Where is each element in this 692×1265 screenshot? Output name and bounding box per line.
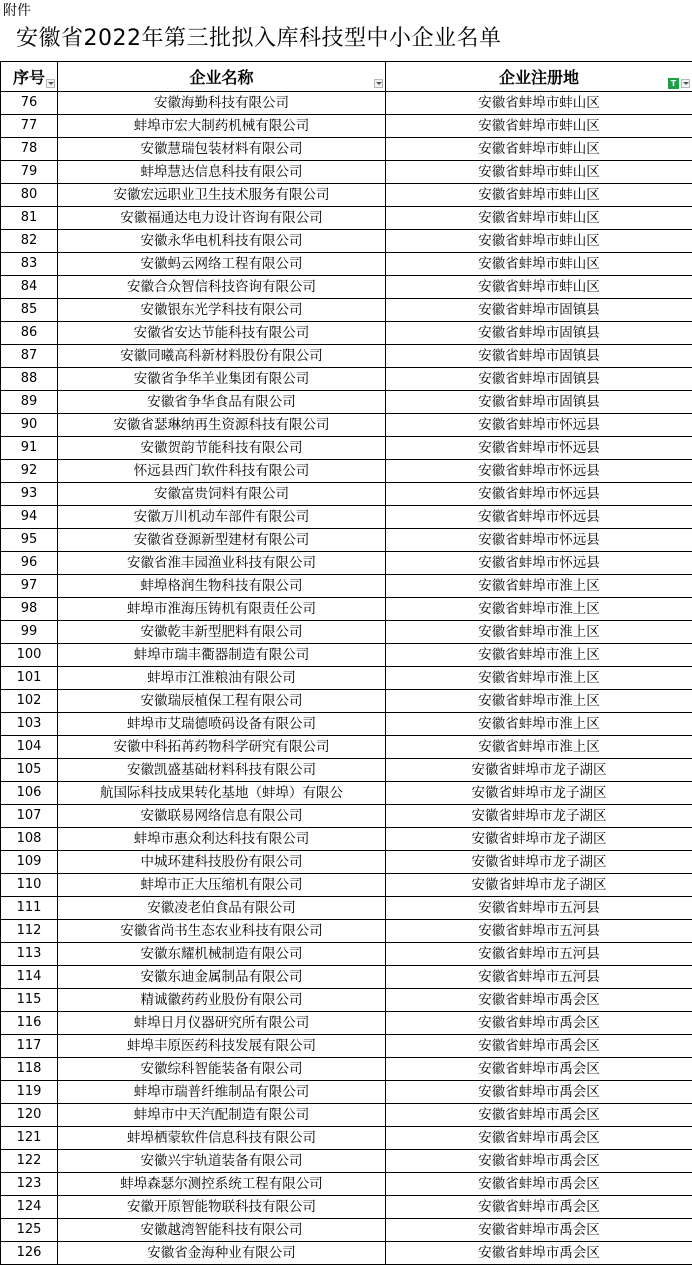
table-row [1, 1035, 692, 1058]
document-title: 安徽省2022年第三批拟入库科技型中小企业名单 [16, 26, 502, 51]
table-row [1, 989, 692, 1012]
table-row [1, 575, 692, 598]
company-name-cell[interactable]: 安徽贺韵节能科技有限公司 [58, 437, 386, 460]
table-row [1, 828, 692, 851]
location-cell[interactable]: 安徽省蚌埠市淮上区 [386, 621, 692, 644]
location-cell[interactable]: 安徽省蚌埠市禹会区 [386, 1242, 692, 1265]
filter-dropdown-icon[interactable] [681, 79, 690, 88]
location-cell[interactable]: 安徽省蚌埠市蚌山区 [386, 161, 692, 184]
location-cell[interactable]: 安徽省蚌埠市固镇县 [386, 345, 692, 368]
table-row [1, 460, 692, 483]
table-body [1, 92, 692, 1265]
location-cell[interactable]: 安徽省蚌埠市怀远县 [386, 506, 692, 529]
location-cell[interactable]: 安徽省蚌埠市蚌山区 [386, 92, 692, 115]
header-location[interactable] [386, 62, 692, 92]
company-name-cell[interactable]: 安徽凌老伯食品有限公司 [58, 897, 386, 920]
company-name-cell[interactable]: 蚌埠市正大压缩机有限公司 [58, 874, 386, 897]
seq-cell[interactable]: 125 [1, 1219, 58, 1242]
location-cell[interactable]: 安徽省蚌埠市怀远县 [386, 529, 692, 552]
table-row [1, 920, 692, 943]
header-row [1, 62, 692, 92]
table-row [1, 276, 692, 299]
location-cell[interactable]: 安徽省蚌埠市龙子湖区 [386, 828, 692, 851]
location-cell[interactable]: 安徽省蚌埠市怀远县 [386, 460, 692, 483]
seq-cell[interactable]: 87 [1, 345, 58, 368]
seq-cell[interactable]: 96 [1, 552, 58, 575]
header-location-label: 企业注册地 [498, 68, 579, 87]
location-cell[interactable]: 安徽省蚌埠市淮上区 [386, 575, 692, 598]
location-cell[interactable]: 安徽省蚌埠市蚌山区 [386, 230, 692, 253]
company-name-cell[interactable]: 安徽省争华食品有限公司 [58, 391, 386, 414]
table-row [1, 644, 692, 667]
table-row [1, 598, 692, 621]
location-cell[interactable]: 安徽省蚌埠市固镇县 [386, 368, 692, 391]
company-name-cell[interactable]: 蚌埠栖蒙软件信息科技有限公司 [58, 1127, 386, 1150]
company-name-cell[interactable]: 安徽万川机动车部件有限公司 [58, 506, 386, 529]
table-row [1, 1173, 692, 1196]
company-name-cell[interactable]: 精诚徽药药业股份有限公司 [58, 989, 386, 1012]
seq-cell[interactable]: 80 [1, 184, 58, 207]
location-cell[interactable]: 安徽省蚌埠市固镇县 [386, 322, 692, 345]
seq-cell[interactable]: 116 [1, 1012, 58, 1035]
seq-cell[interactable]: 86 [1, 322, 58, 345]
company-name-cell[interactable]: 蚌埠格润生物科技有限公司 [58, 575, 386, 598]
location-cell[interactable]: 安徽省蚌埠市禹会区 [386, 1150, 692, 1173]
seq-cell[interactable]: 117 [1, 1035, 58, 1058]
table-row [1, 368, 692, 391]
seq-cell[interactable]: 77 [1, 115, 58, 138]
seq-cell[interactable]: 90 [1, 414, 58, 437]
seq-cell[interactable]: 95 [1, 529, 58, 552]
location-cell[interactable]: 安徽省蚌埠市禹会区 [386, 1081, 692, 1104]
seq-cell[interactable]: 85 [1, 299, 58, 322]
seq-cell[interactable]: 104 [1, 736, 58, 759]
location-cell[interactable]: 安徽省蚌埠市固镇县 [386, 299, 692, 322]
table-row [1, 207, 692, 230]
location-cell[interactable]: 安徽省蚌埠市禹会区 [386, 989, 692, 1012]
location-cell[interactable]: 安徽省蚌埠市蚌山区 [386, 253, 692, 276]
text-filter-badge-icon[interactable]: T [668, 78, 679, 89]
seq-cell[interactable]: 76 [1, 92, 58, 115]
table-row [1, 414, 692, 437]
table-row [1, 506, 692, 529]
seq-cell[interactable]: 78 [1, 138, 58, 161]
seq-cell[interactable]: 118 [1, 1058, 58, 1081]
company-name-cell[interactable]: 蚌埠市淮海压铸机有限责任公司 [58, 598, 386, 621]
header-name[interactable] [58, 62, 386, 92]
location-cell[interactable]: 安徽省蚌埠市五河县 [386, 897, 692, 920]
table-row [1, 943, 692, 966]
location-cell[interactable]: 安徽省蚌埠市怀远县 [386, 414, 692, 437]
seq-cell[interactable]: 103 [1, 713, 58, 736]
table-row [1, 529, 692, 552]
table-row [1, 782, 692, 805]
company-name-cell[interactable]: 安徽慧瑞包装材料有限公司 [58, 138, 386, 161]
seq-cell[interactable]: 97 [1, 575, 58, 598]
location-cell[interactable]: 安徽省蚌埠市怀远县 [386, 437, 692, 460]
table-row [1, 851, 692, 874]
seq-cell[interactable]: 101 [1, 667, 58, 690]
table-row [1, 874, 692, 897]
table-row [1, 184, 692, 207]
company-name-cell[interactable]: 安徽兴宇轨道装备有限公司 [58, 1150, 386, 1173]
seq-cell[interactable]: 106 [1, 782, 58, 805]
seq-cell[interactable]: 105 [1, 759, 58, 782]
location-cell[interactable]: 安徽省蚌埠市禹会区 [386, 1173, 692, 1196]
enterprise-table [0, 61, 692, 1265]
table-row [1, 437, 692, 460]
seq-cell[interactable]: 88 [1, 368, 58, 391]
table-row [1, 391, 692, 414]
table-row [1, 1104, 692, 1127]
company-name-cell[interactable]: 蚌埠市瑞丰衢器制造有限公司 [58, 644, 386, 667]
table-row [1, 805, 692, 828]
location-cell[interactable]: 安徽省蚌埠市蚌山区 [386, 115, 692, 138]
filter-dropdown-icon[interactable] [46, 79, 55, 88]
company-name-cell[interactable]: 安徽乾丰新型肥料有限公司 [58, 621, 386, 644]
company-name-cell[interactable]: 安徽东耀机械制造有限公司 [58, 943, 386, 966]
seq-cell[interactable]: 113 [1, 943, 58, 966]
company-name-cell[interactable]: 安徽凯盛基础材料科技有限公司 [58, 759, 386, 782]
location-cell[interactable]: 安徽省蚌埠市蚌山区 [386, 138, 692, 161]
company-name-cell[interactable]: 安徽省瑟琳纳再生资源科技有限公司 [58, 414, 386, 437]
company-name-cell[interactable]: 安徽海勤科技有限公司 [58, 92, 386, 115]
seq-cell[interactable]: 83 [1, 253, 58, 276]
table-row [1, 1012, 692, 1035]
table-row [1, 253, 692, 276]
location-cell[interactable]: 安徽省蚌埠市蚌山区 [386, 276, 692, 299]
location-cell[interactable]: 安徽省蚌埠市怀远县 [386, 483, 692, 506]
company-name-cell[interactable]: 安徽福通达电力设计咨询有限公司 [58, 207, 386, 230]
company-name-cell[interactable]: 安徽合众智信科技咨询有限公司 [58, 276, 386, 299]
seq-cell[interactable]: 119 [1, 1081, 58, 1104]
seq-cell[interactable]: 82 [1, 230, 58, 253]
table-row [1, 966, 692, 989]
location-cell[interactable]: 安徽省蚌埠市禹会区 [386, 1219, 692, 1242]
table-row [1, 1242, 692, 1265]
table-row [1, 345, 692, 368]
company-name-cell[interactable]: 蚌埠市艾瑞德喷码设备有限公司 [58, 713, 386, 736]
location-cell[interactable]: 安徽省蚌埠市禹会区 [386, 1058, 692, 1081]
seq-cell[interactable]: 81 [1, 207, 58, 230]
location-cell[interactable]: 安徽省蚌埠市禹会区 [386, 1104, 692, 1127]
company-name-cell[interactable]: 安徽富贵饲料有限公司 [58, 483, 386, 506]
seq-cell[interactable]: 112 [1, 920, 58, 943]
seq-cell[interactable]: 89 [1, 391, 58, 414]
seq-cell[interactable]: 114 [1, 966, 58, 989]
seq-cell[interactable]: 94 [1, 506, 58, 529]
seq-cell[interactable]: 110 [1, 874, 58, 897]
location-cell[interactable]: 安徽省蚌埠市龙子湖区 [386, 874, 692, 897]
location-cell[interactable]: 安徽省蚌埠市龙子湖区 [386, 759, 692, 782]
location-cell[interactable]: 安徽省蚌埠市蚌山区 [386, 207, 692, 230]
company-name-cell[interactable]: 安徽宏远职业卫生技术服务有限公司 [58, 184, 386, 207]
location-cell[interactable]: 安徽省蚌埠市禹会区 [386, 1196, 692, 1219]
company-name-cell[interactable]: 蚌埠慧达信息科技有限公司 [58, 161, 386, 184]
table-row [1, 138, 692, 161]
company-name-cell[interactable]: 中城环建科技股份有限公司 [58, 851, 386, 874]
header-seq-label: 序号 [12, 68, 45, 87]
company-name-cell[interactable]: 安徽综科智能装备有限公司 [58, 1058, 386, 1081]
table-row [1, 115, 692, 138]
table-row [1, 322, 692, 345]
seq-cell[interactable]: 99 [1, 621, 58, 644]
seq-cell[interactable]: 92 [1, 460, 58, 483]
table-row [1, 299, 692, 322]
seq-cell[interactable]: 109 [1, 851, 58, 874]
table-row [1, 690, 692, 713]
company-name-cell[interactable]: 蚌埠日月仪器研究所有限公司 [58, 1012, 386, 1035]
table-row [1, 1150, 692, 1173]
table-row [1, 1219, 692, 1242]
location-cell[interactable]: 安徽省蚌埠市禹会区 [386, 1035, 692, 1058]
location-cell[interactable]: 安徽省蚌埠市五河县 [386, 943, 692, 966]
company-name-cell[interactable]: 安徽省安达节能科技有限公司 [58, 322, 386, 345]
company-name-cell[interactable]: 安徽银东光学科技有限公司 [58, 299, 386, 322]
seq-cell[interactable]: 100 [1, 644, 58, 667]
table-row [1, 161, 692, 184]
table-row [1, 621, 692, 644]
company-name-cell[interactable]: 蚌埠森瑟尔测控系统工程有限公司 [58, 1173, 386, 1196]
seq-cell[interactable]: 122 [1, 1150, 58, 1173]
company-name-cell[interactable]: 安徽瑞辰植保工程有限公司 [58, 690, 386, 713]
seq-cell[interactable]: 111 [1, 897, 58, 920]
location-cell[interactable]: 安徽省蚌埠市五河县 [386, 966, 692, 989]
location-cell[interactable]: 安徽省蚌埠市淮上区 [386, 598, 692, 621]
company-name-cell[interactable]: 蚌埠市瑞普纤维制品有限公司 [58, 1081, 386, 1104]
seq-cell[interactable]: 120 [1, 1104, 58, 1127]
company-name-cell[interactable]: 蚌埠市宏大制药机械有限公司 [58, 115, 386, 138]
location-cell[interactable]: 安徽省蚌埠市淮上区 [386, 644, 692, 667]
company-name-cell[interactable]: 怀远县西门软件科技有限公司 [58, 460, 386, 483]
seq-cell[interactable]: 79 [1, 161, 58, 184]
table-row [1, 552, 692, 575]
company-name-cell[interactable]: 安徽同曦高科新材料股份有限公司 [58, 345, 386, 368]
table-row [1, 667, 692, 690]
company-name-cell[interactable]: 安徽省淮丰园渔业科技有限公司 [58, 552, 386, 575]
header-seq[interactable] [1, 62, 58, 92]
seq-cell[interactable]: 123 [1, 1173, 58, 1196]
seq-cell[interactable]: 102 [1, 690, 58, 713]
company-name-cell[interactable]: 蚌埠丰原医药科技发展有限公司 [58, 1035, 386, 1058]
filter-dropdown-icon[interactable] [374, 79, 383, 88]
seq-cell[interactable]: 91 [1, 437, 58, 460]
location-cell[interactable]: 安徽省蚌埠市固镇县 [386, 391, 692, 414]
table-row [1, 92, 692, 115]
table-row [1, 759, 692, 782]
table-row [1, 1196, 692, 1219]
header-name-label: 企业名称 [189, 68, 254, 87]
location-cell[interactable]: 安徽省蚌埠市禹会区 [386, 1127, 692, 1150]
seq-cell[interactable]: 107 [1, 805, 58, 828]
company-name-cell[interactable]: 蚌埠市中天汽配制造有限公司 [58, 1104, 386, 1127]
annex-label: 附件 [3, 3, 31, 19]
location-cell[interactable]: 安徽省蚌埠市龙子湖区 [386, 805, 692, 828]
company-name-cell[interactable]: 蚌埠市江淮粮油有限公司 [58, 667, 386, 690]
location-cell[interactable]: 安徽省蚌埠市淮上区 [386, 667, 692, 690]
table-row [1, 713, 692, 736]
seq-cell[interactable]: 98 [1, 598, 58, 621]
table-row [1, 230, 692, 253]
company-name-cell[interactable]: 航国际科技成果转化基地（蚌埠）有限公 [58, 782, 386, 805]
company-name-cell[interactable]: 安徽省登源新型建材有限公司 [58, 529, 386, 552]
location-cell[interactable]: 安徽省蚌埠市淮上区 [386, 713, 692, 736]
location-cell[interactable]: 安徽省蚌埠市怀远县 [386, 552, 692, 575]
seq-cell[interactable]: 124 [1, 1196, 58, 1219]
location-cell[interactable]: 安徽省蚌埠市禹会区 [386, 1012, 692, 1035]
company-name-cell[interactable]: 安徽省争华羊业集团有限公司 [58, 368, 386, 391]
company-name-cell[interactable]: 安徽越湾智能科技有限公司 [58, 1219, 386, 1242]
company-name-cell[interactable]: 安徽省金海种业有限公司 [58, 1242, 386, 1265]
location-cell[interactable]: 安徽省蚌埠市龙子湖区 [386, 782, 692, 805]
location-cell[interactable]: 安徽省蚌埠市淮上区 [386, 736, 692, 759]
seq-cell[interactable]: 121 [1, 1127, 58, 1150]
company-name-cell[interactable]: 安徽东迪金属制品有限公司 [58, 966, 386, 989]
seq-cell[interactable]: 126 [1, 1242, 58, 1265]
company-name-cell[interactable]: 蚌埠市惠众利达科技有限公司 [58, 828, 386, 851]
table-row [1, 483, 692, 506]
location-cell[interactable]: 安徽省蚌埠市龙子湖区 [386, 851, 692, 874]
seq-cell[interactable]: 93 [1, 483, 58, 506]
company-name-cell[interactable]: 安徽中科拓苒药物科学研究有限公司 [58, 736, 386, 759]
table-row [1, 1127, 692, 1150]
seq-cell[interactable]: 115 [1, 989, 58, 1012]
location-cell[interactable]: 安徽省蚌埠市蚌山区 [386, 184, 692, 207]
company-name-cell[interactable]: 安徽联易网络信息有限公司 [58, 805, 386, 828]
seq-cell[interactable]: 108 [1, 828, 58, 851]
table-row [1, 736, 692, 759]
company-name-cell[interactable]: 安徽开原智能物联科技有限公司 [58, 1196, 386, 1219]
company-name-cell[interactable]: 安徽永华电机科技有限公司 [58, 230, 386, 253]
company-name-cell[interactable]: 安徽省尚书生态农业科技有限公司 [58, 920, 386, 943]
company-name-cell[interactable]: 安徽蚂云网络工程有限公司 [58, 253, 386, 276]
location-cell[interactable]: 安徽省蚌埠市淮上区 [386, 690, 692, 713]
table-row [1, 1058, 692, 1081]
table-row [1, 897, 692, 920]
location-cell[interactable]: 安徽省蚌埠市五河县 [386, 920, 692, 943]
table-row [1, 1081, 692, 1104]
seq-cell[interactable]: 84 [1, 276, 58, 299]
